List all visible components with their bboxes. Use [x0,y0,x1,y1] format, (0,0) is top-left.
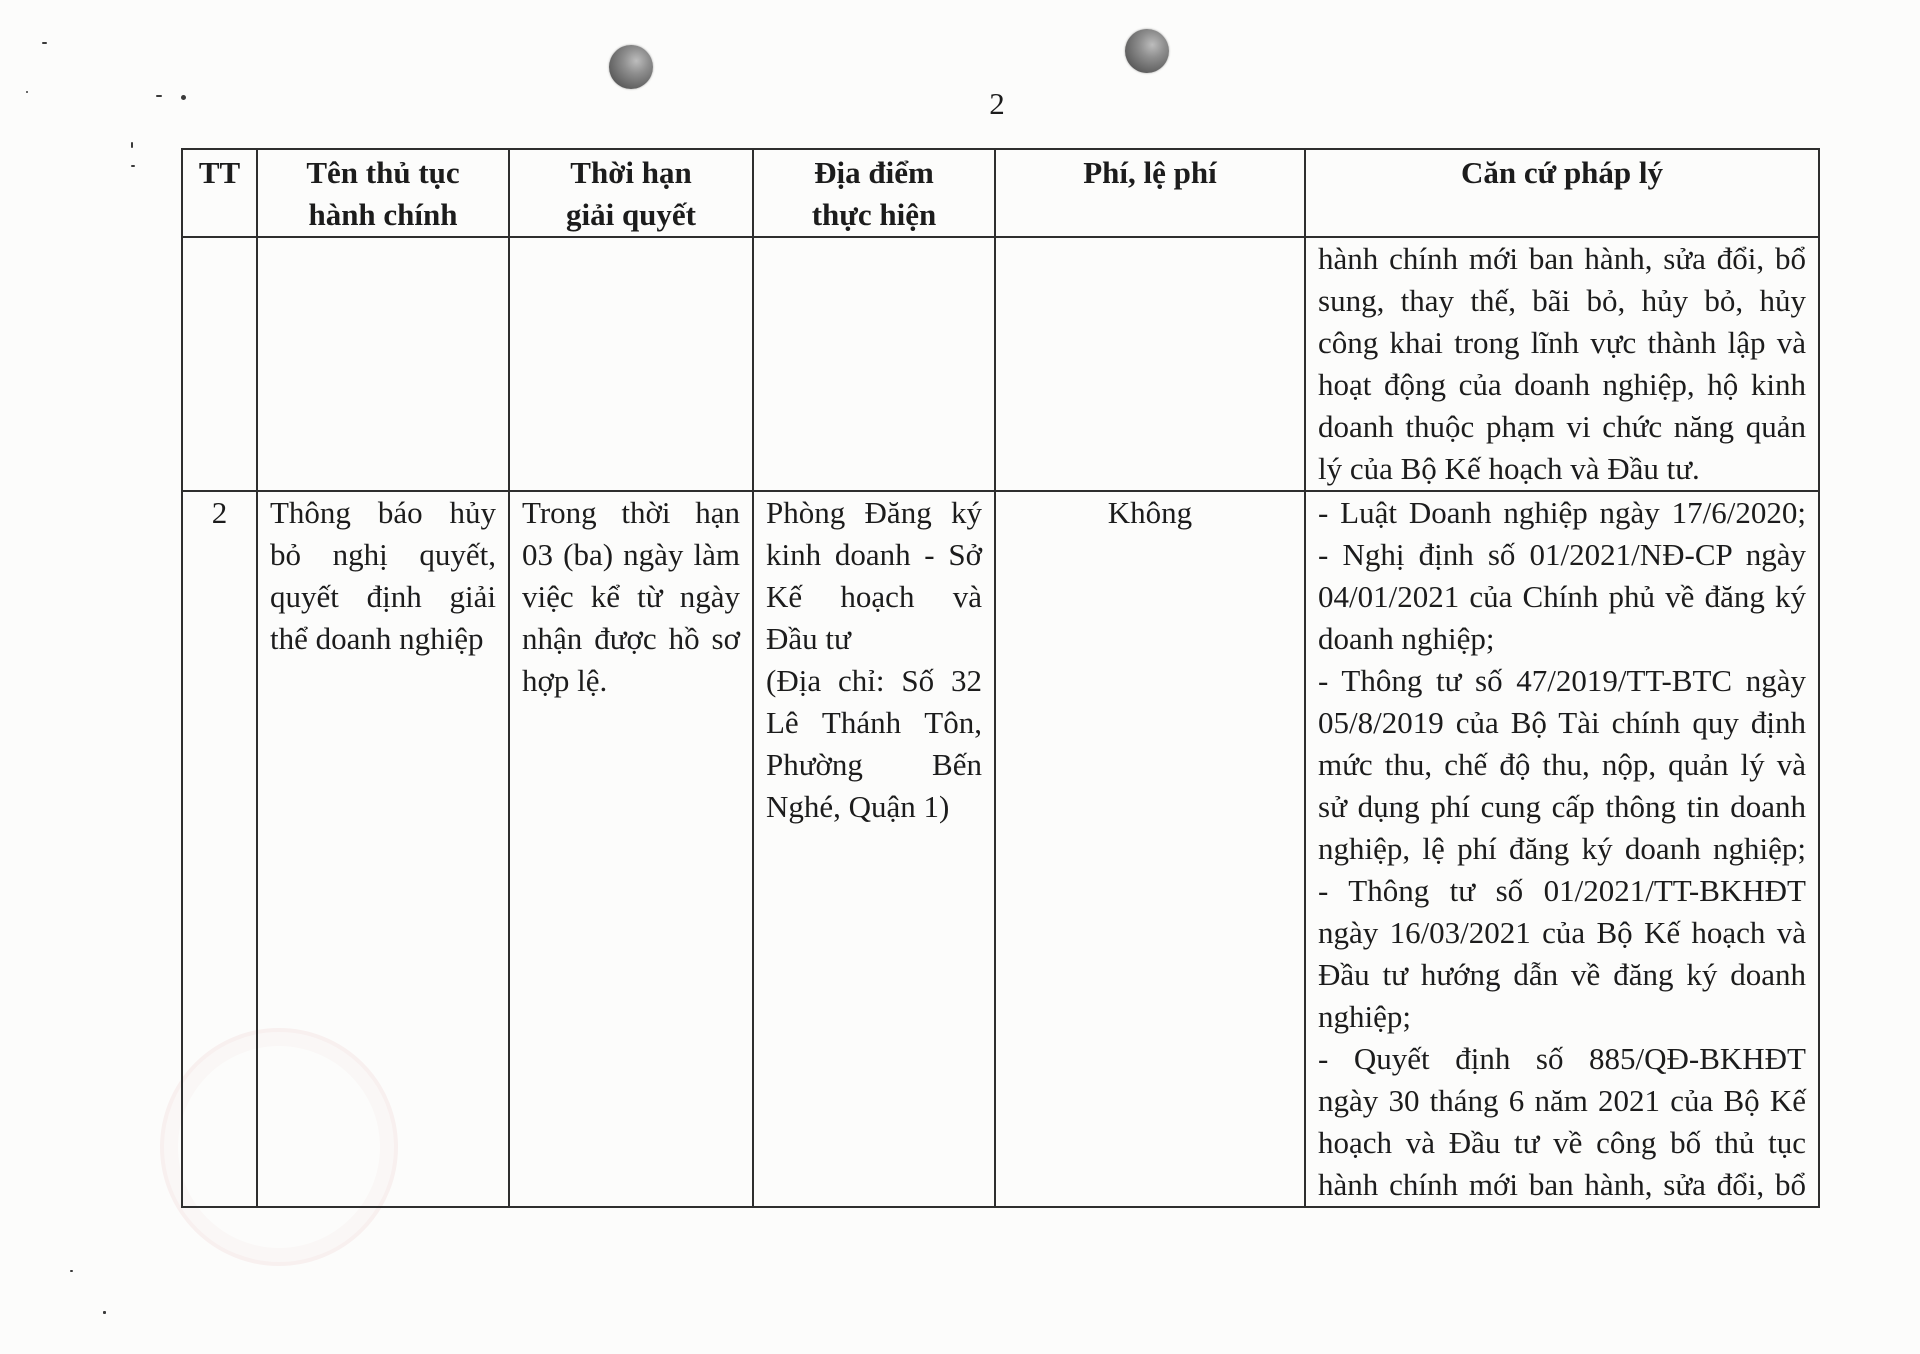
header-procedure-name [257,149,509,237]
text-line: nghiệp, lệ phí đăng ký doanh nghiệp; [1318,831,1806,866]
header-line: thực hiện [811,197,937,232]
text-line: sử dụng phí cung cấp thông tin doanh [1318,789,1806,824]
table-header-row [182,149,1819,237]
text-line: Trong thời hạn [522,495,740,530]
header-line: Tên thủ tục [306,155,460,190]
text-line: công khai trong lĩnh vực thành lập và [1318,325,1806,360]
cell-fee [995,491,1305,1207]
cell-tt [182,491,257,1207]
cell-procedure-name [257,491,509,1207]
text-line: hành chính mới ban hành, sửa đổi, bổ [1318,241,1806,276]
header-legal-basis [1305,149,1819,237]
header-processing-time [509,149,753,237]
table-row [182,237,1819,491]
text-line: - Luật Doanh nghiệp ngày 17/6/2020; [1318,495,1806,530]
header-fee [995,149,1305,237]
text-line: nhận được hồ sơ [522,621,740,656]
text-line: quyết định giải [270,579,496,614]
text-line: 03 (ba) ngày làm [522,537,740,572]
text-line: 04/01/2021 của Chính phủ về đăng ký [1318,579,1806,614]
text-line: Đầu tư hướng dẫn về đăng ký doanh [1318,957,1806,992]
table-row [182,491,1819,1207]
scan-speck [70,1270,73,1272]
header-line: Căn cứ pháp lý [1460,155,1664,190]
text-line: thể doanh nghiệp [270,621,484,656]
text-line: Thông báo hủy [270,495,496,530]
cell-location [753,237,995,491]
procedure-table [181,148,1820,1208]
header-line: giải quyết [565,197,697,232]
scan-speck [26,91,28,93]
text-line: Lê Thánh Tôn, [766,705,982,740]
cell-legal-basis [1305,491,1819,1207]
cell-tt [182,237,257,491]
text-line: - Quyết định số 885/QĐ-BKHĐT [1318,1041,1806,1076]
header-line: hành chính [308,197,458,232]
page-number: 2 [989,86,1005,121]
text-line: kinh doanh - Sở [766,537,982,572]
cell-legal-basis [1305,237,1819,491]
cell-processing-time [509,491,753,1207]
text-line: doanh thuộc phạm vi chức năng quản [1318,409,1806,444]
scan-speck [42,42,47,44]
text-line: nghiệp; [1318,999,1411,1034]
text-line: - Thông tư số 01/2021/TT-BKHĐT [1318,873,1806,908]
text-line: Phường Bến [766,747,982,782]
scan-speck [131,142,133,148]
header-tt [182,149,257,237]
header-line: TT [198,155,241,190]
text-line: sung, thay thế, bãi bỏ, hủy bỏ, hủy [1318,283,1806,318]
text-line: hoạch và Đầu tư về công bố thủ tục [1318,1125,1806,1160]
punch-hole [1125,29,1169,73]
text-line: Kế hoạch và [766,579,982,614]
text-line: việc kể từ ngày [522,579,740,614]
text-line: Nghé, Quận 1) [766,789,950,824]
text-line: (Địa chỉ: Số 32 [766,663,982,698]
text-line: ngày 16/03/2021 của Bộ Kế hoạch và [1318,915,1806,950]
header-line: Phí, lệ phí [1083,155,1217,190]
cell-location [753,491,995,1207]
text-line: hoạt động của doanh nghiệp, hộ kinh [1318,367,1806,402]
text-line: - Thông tư số 47/2019/TT-BTC ngày [1318,663,1806,698]
cell-fee [995,237,1305,491]
cell-processing-time [509,237,753,491]
text-line: doanh nghiệp; [1318,621,1495,656]
scan-speck [131,165,135,167]
header-line: Địa điểm [814,155,934,190]
text-line: mức thu, chế độ thu, nộp, quản lý và [1318,747,1806,782]
row-number: 2 [211,495,228,530]
text-line: ngày 30 tháng 6 năm 2021 của Bộ Kế [1318,1083,1806,1118]
scan-speck [181,95,186,100]
punch-hole [609,45,653,89]
cell-procedure-name [257,237,509,491]
text-line: hợp lệ. [522,663,608,698]
text-line: Đầu tư [766,621,851,656]
text-line: bỏ nghị quyết, [270,537,496,572]
text-line: hành chính mới ban hành, sửa đổi, bổ [1318,1167,1806,1202]
fee-value: Không [1107,495,1193,530]
header-line: Thời hạn [570,155,692,190]
text-line: Phòng Đăng ký [766,495,982,530]
scan-speck [156,95,162,97]
text-line: lý của Bộ Kế hoạch và Đầu tư. [1318,451,1700,486]
scan-speck [103,1311,106,1314]
header-location [753,149,995,237]
text-line: - Nghị định số 01/2021/NĐ-CP ngày [1318,537,1806,572]
text-line: 05/8/2019 của Bộ Tài chính quy định [1318,705,1806,740]
